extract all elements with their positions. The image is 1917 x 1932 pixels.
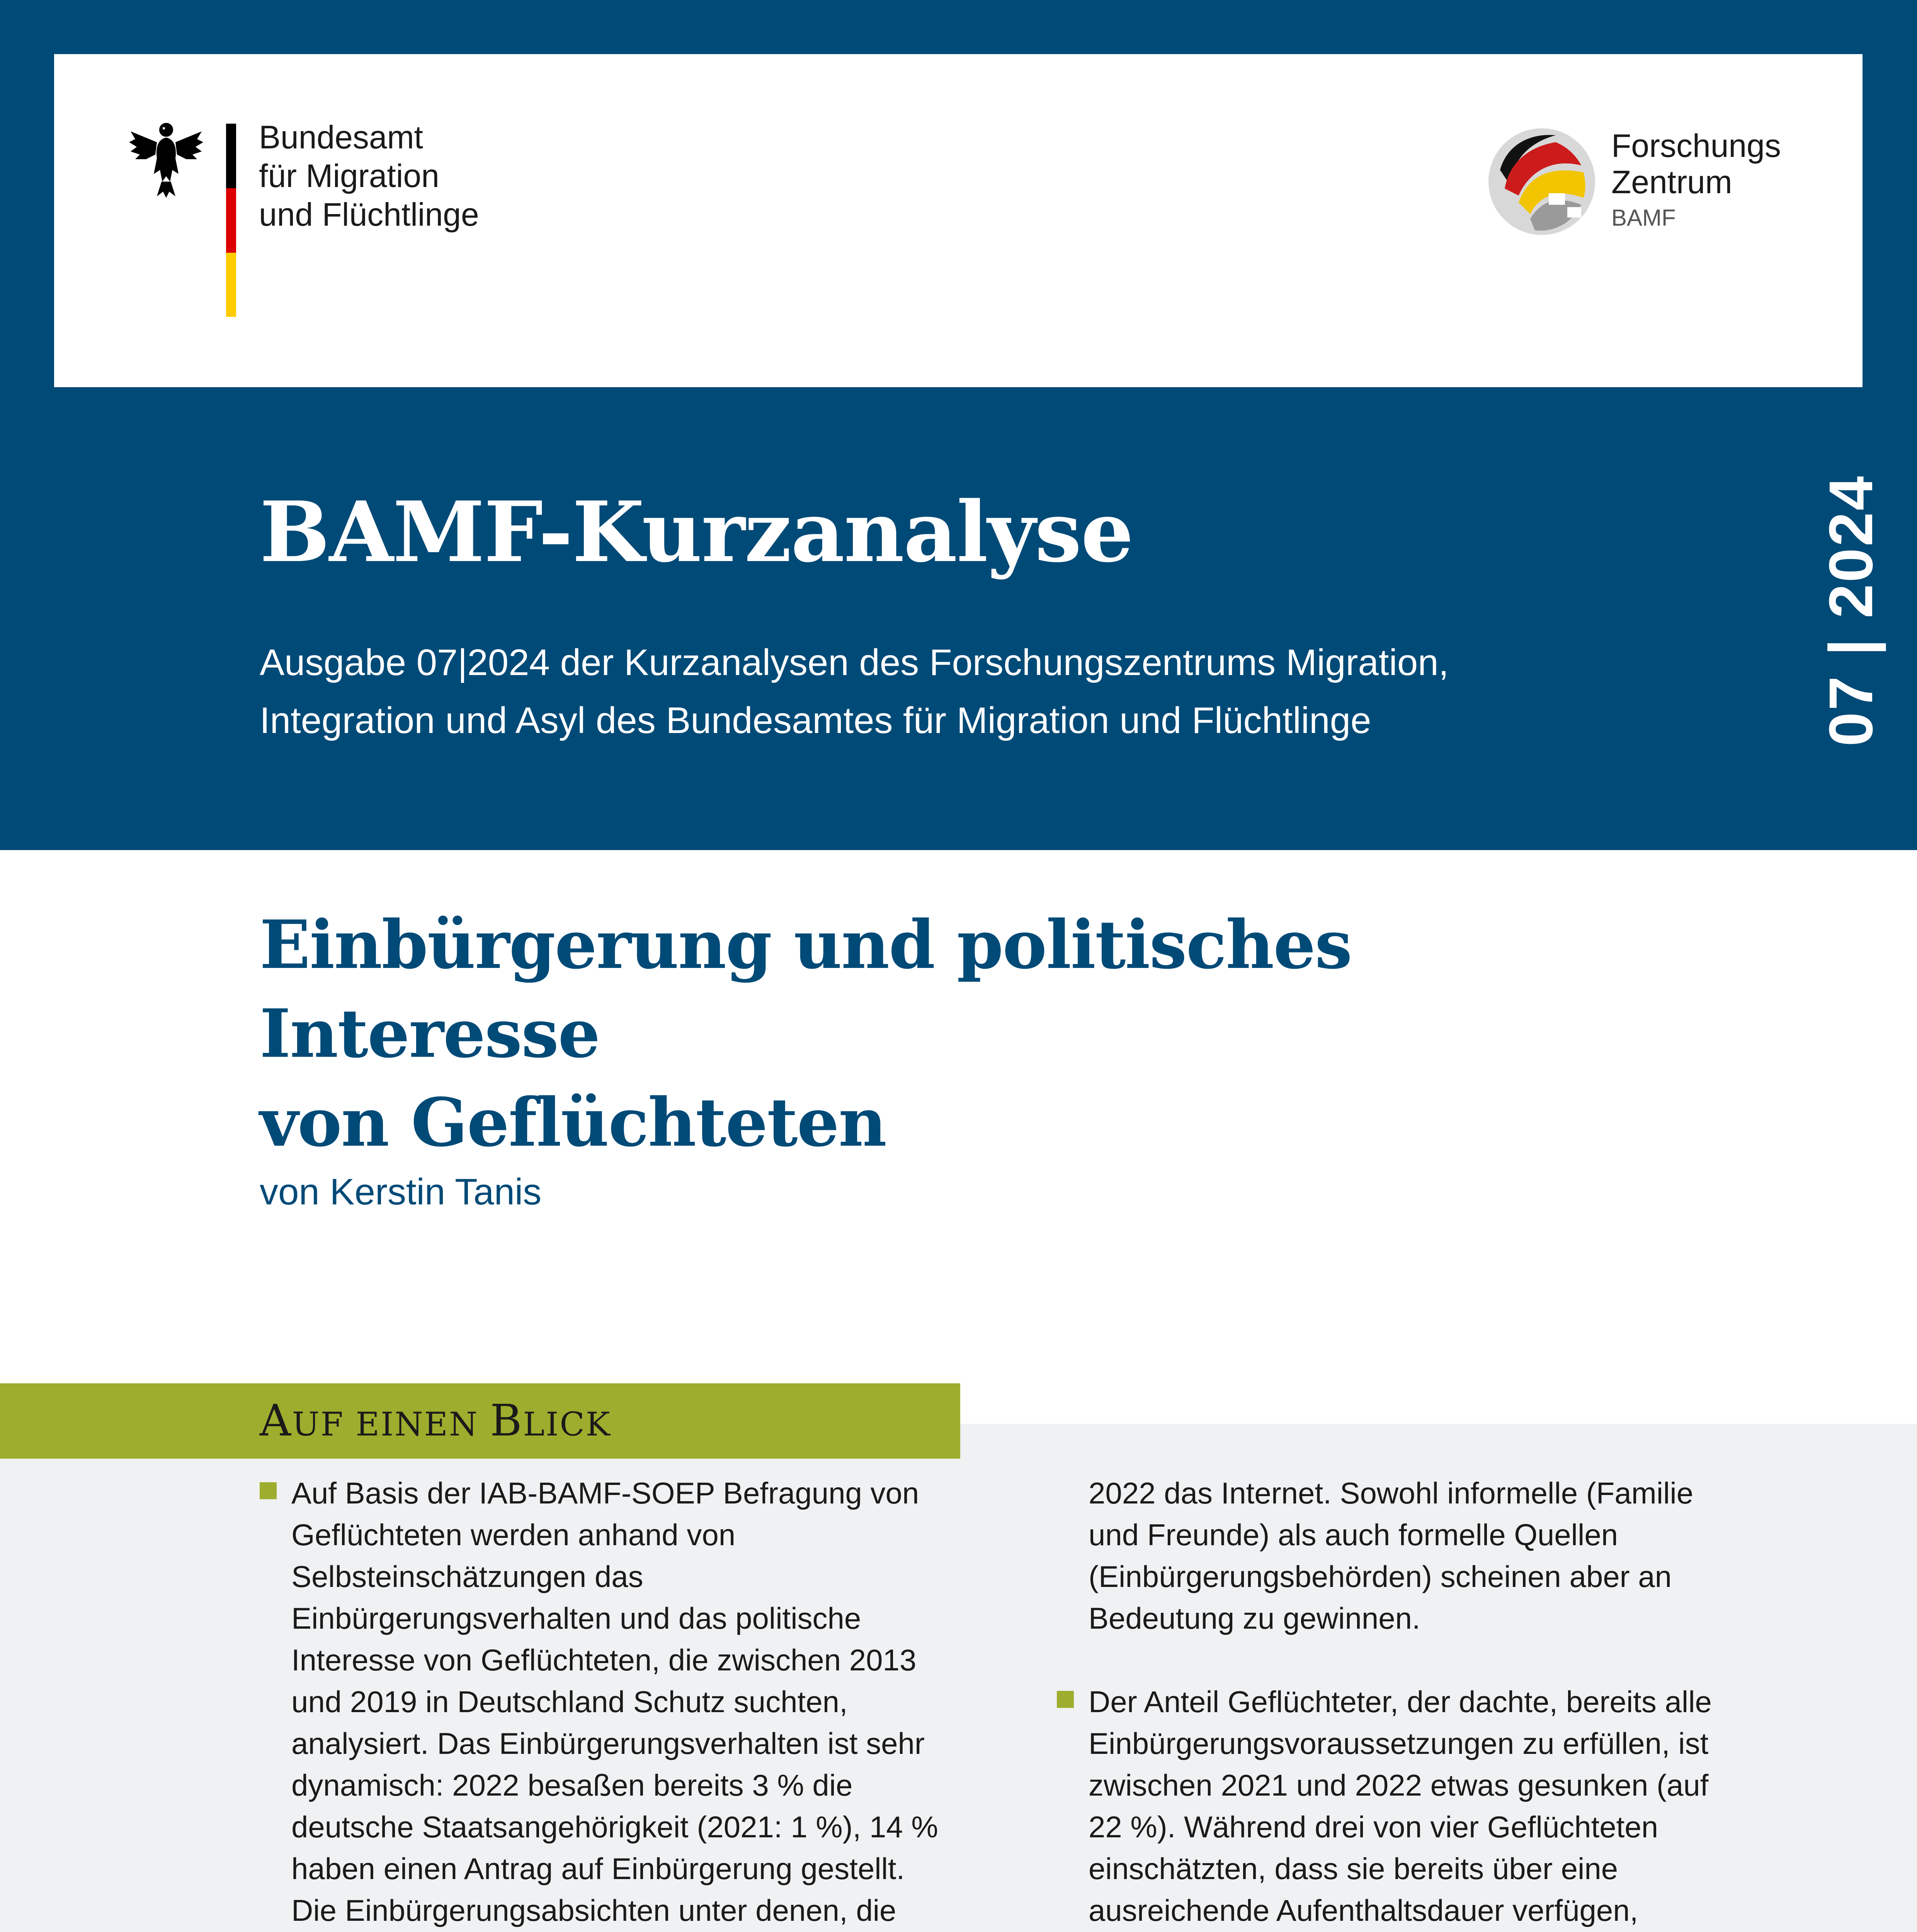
summary-heading [260,1396,611,1449]
article-author: von Kerstin Tanis [260,1171,542,1213]
bullet-square-icon [260,1482,277,1499]
agency-name [259,118,479,234]
summary-column-left [260,1472,947,1932]
summary-heading-initial: A [260,1396,292,1446]
banner-subtitle [260,634,1651,750]
research-center-globe-icon [1484,124,1600,240]
research-center-line3: BAMF [1611,205,1676,231]
summary-bullet [1057,1681,1745,1932]
summary-bullet-text: Auf Basis der IAB-BAMF-SOEP Befragung von Geflüchteten werden anhand von Selbsteinschätzungen das Einbürgerungsverhalten und das politische Interesse von Geflüchteten, die zwischen 2013 und 2019 in Deutschland Schutz suchten, analysiert. Das Einbürgerungsverhalten ist sehr dynamisch: 2022 besaßen bereits 3 % die deutsche Staatsangehörigkeit (2021: 1 %), 14 % haben einen Antrag auf Einbürgerung gestellt. Die Einbürgerungsabsichten unter denen, die [291,1476,938,1927]
article-title-line: Einbürgerung und politisches Interesse [260,905,1352,1073]
research-center-name [1611,128,1781,233]
research-center-line1: Forschungs [1611,128,1781,164]
summary-bullet-continuation: 2022 das Internet. Sowohl informelle (Familie und Freunde) als auch formelle Quellen (Einbürgerungsbehörden) scheinen aber an Bedeutung zu gewinnen. [1089,1476,1694,1635]
issue-number-text: 07 | 2024 [1816,474,1885,747]
article-title-line: von Geflüchteten [260,1083,886,1162]
federal-eagle-icon [128,116,205,201]
agency-name-line: Bundesamt [259,119,423,155]
article-title [260,900,1689,1167]
research-center-line2: Zentrum [1611,164,1732,200]
summary-column-right [1057,1472,1745,1932]
summary-heading-smallcaps: LICK [523,1405,611,1443]
summary-bullet [260,1472,947,1932]
doc-type-title: BAMF-Kurzanalyse [260,483,1133,581]
banner-subtitle-line: Integration und Asyl des Bundesamtes für Migration und Flüchtlinge [260,700,1371,741]
summary-heading-initial: B [490,1396,523,1446]
agency-name-line: für Migration [259,158,439,194]
issue-number [1816,464,1886,757]
bullet-square-icon [1057,1691,1074,1708]
summary-bullet-text: Der Anteil Geflüchteter, der dachte, bereits alle Einbürgerungsvoraussetzungen zu erfüllen, ist zwischen 2021 und 2022 etwas gesunken (auf 22 %). Während drei von vier Geflüchteten einschätzten, dass sie bereits über eine ausreichende Aufenthaltsdauer verfügen, [1089,1685,1712,1927]
summary-heading-smallcaps: UF EINEN [292,1405,490,1443]
agency-name-line: und Flüchtlinge [259,196,479,233]
banner-subtitle-line: Ausgabe 07|2024 der Kurzanalysen des Forschungszentrums Migration, [260,642,1449,683]
german-flag-bar [226,124,236,317]
